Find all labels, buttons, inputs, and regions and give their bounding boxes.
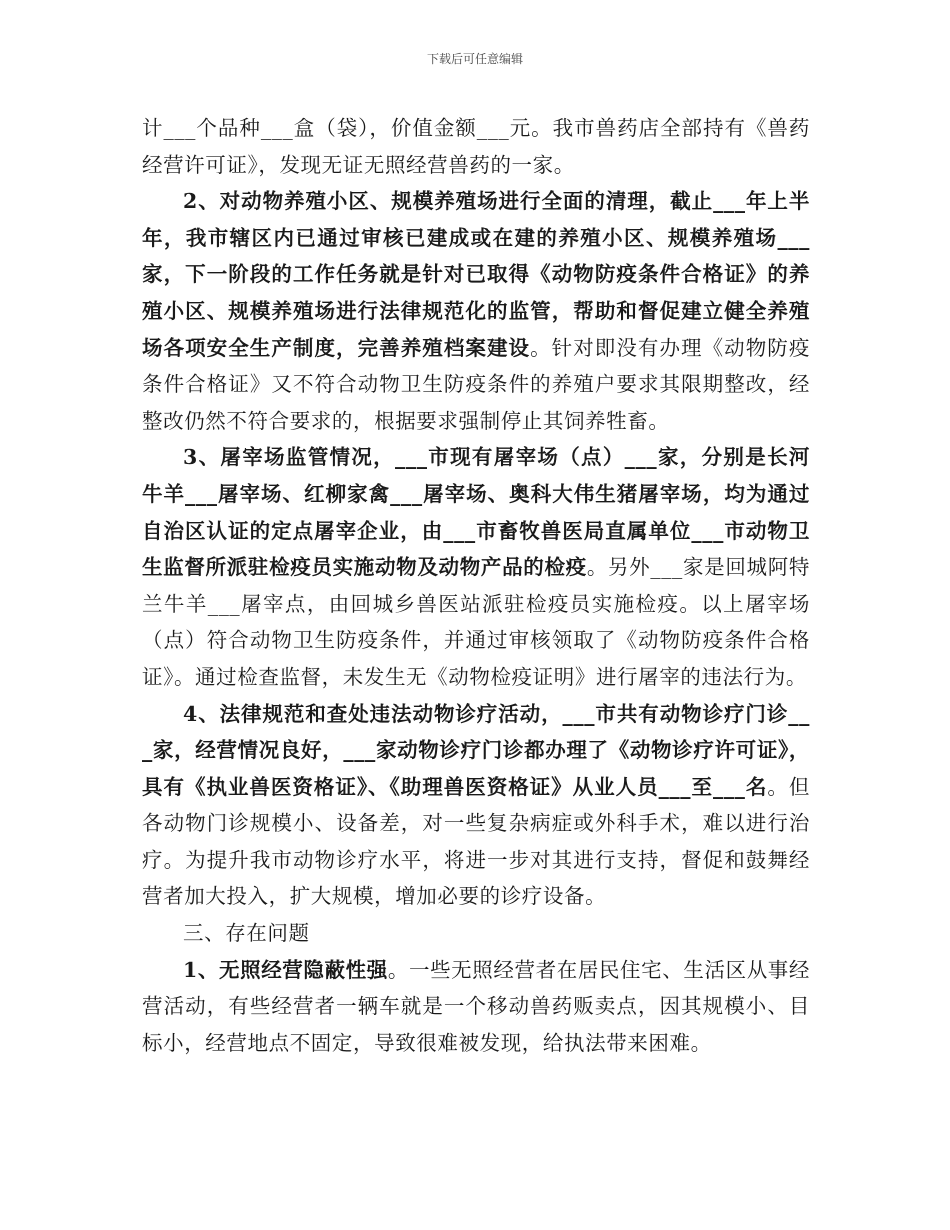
paragraph-2-text: 。针对即没有办理《动物防疫条件合格证》又不符合动物卫生防疫条件的养殖户要求其限期整改，经整改仍然不符合要求的，根据要求强制停止其饲养牲畜。: [142, 335, 810, 433]
paragraph-6-text: 。一些无照经营者在居民住宅、生活区从事经营活动，有些经营者一辆车就是一个移动兽药贩卖点，因其规模小、目标小，经营地点不固定，导致很难被发现，给执法带来困难。: [142, 957, 811, 1055]
paragraph-4: [142, 696, 810, 916]
section-heading-text: 三、存在问题: [183, 921, 310, 946]
paragraph-1: [142, 110, 810, 183]
paragraph-2-bold: 2、对动物养殖小区、规模养殖场进行全面的清理，截止___年上半年，我市辖区内已通过审核已建成或在建的养殖小区、规模养殖场___家，下一阶段的工作任务就是针对已取得《动物防疫条件合格证》的养殖小区、规模养殖场进行法律规范化的监管，帮助和督促建立健全养殖场各项安全生产制度，完善养殖档案建设: [142, 189, 810, 360]
paragraph-1-text: 计___个品种___盒（袋），价值金额___元。我市兽药店全部持有《兽药经营许可证》，发现无证无照经营兽药的一家。: [142, 116, 810, 177]
paragraph-4-bold: 4、法律规范和查处违法动物诊疗活动，___市共有动物诊疗门诊___家，经营情况良好，___家动物诊疗门诊都办理了《动物诊疗许可证》，具有《执业兽医资格证》、《助理兽医资格证》从业人员___至___名: [142, 701, 810, 799]
paragraph-6-bold: 1、无照经营隐蔽性强: [183, 957, 388, 982]
paragraph-3-bold: 3、屠宰场监管情况，___市现有屠宰场（点）___家，分别是长河牛羊___屠宰场、红柳家禽___屠宰场、奥科大伟生猪屠宰场，均为通过自治区认证的定点屠宰企业，由___市畜牧兽医局直属单位___市动物卫生监督所派驻检疫员实施动物及动物产品的检疫: [142, 445, 810, 580]
paragraph-3-text: 。另外___家是回城阿特兰牛羊___屠宰点，由回城乡兽医站派驻检疫员实施检疫。以上屠宰场（点）符合动物卫生防疫条件，并通过审核领取了《动物防疫条件合格证》。通过检查监督，未发生无《动物检疫证明》进行屠宰的违法行为。: [142, 555, 810, 689]
paragraph-4-text: 。但各动物门诊规模小、设备差，对一些复杂病症或外科手术，难以进行治疗。为提升我市动物诊疗水平，将进一步对其进行支持，督促和鼓舞经营者加大投入，扩大规模，增加必要的诊疗设备。: [142, 774, 810, 909]
paragraph-2: [142, 183, 810, 439]
page-header: 下载后可任意编辑: [426, 52, 523, 66]
section-heading: [142, 915, 810, 952]
document-body: [142, 110, 810, 1061]
paragraph-3: [142, 439, 810, 695]
paragraph-6: [142, 952, 810, 1062]
